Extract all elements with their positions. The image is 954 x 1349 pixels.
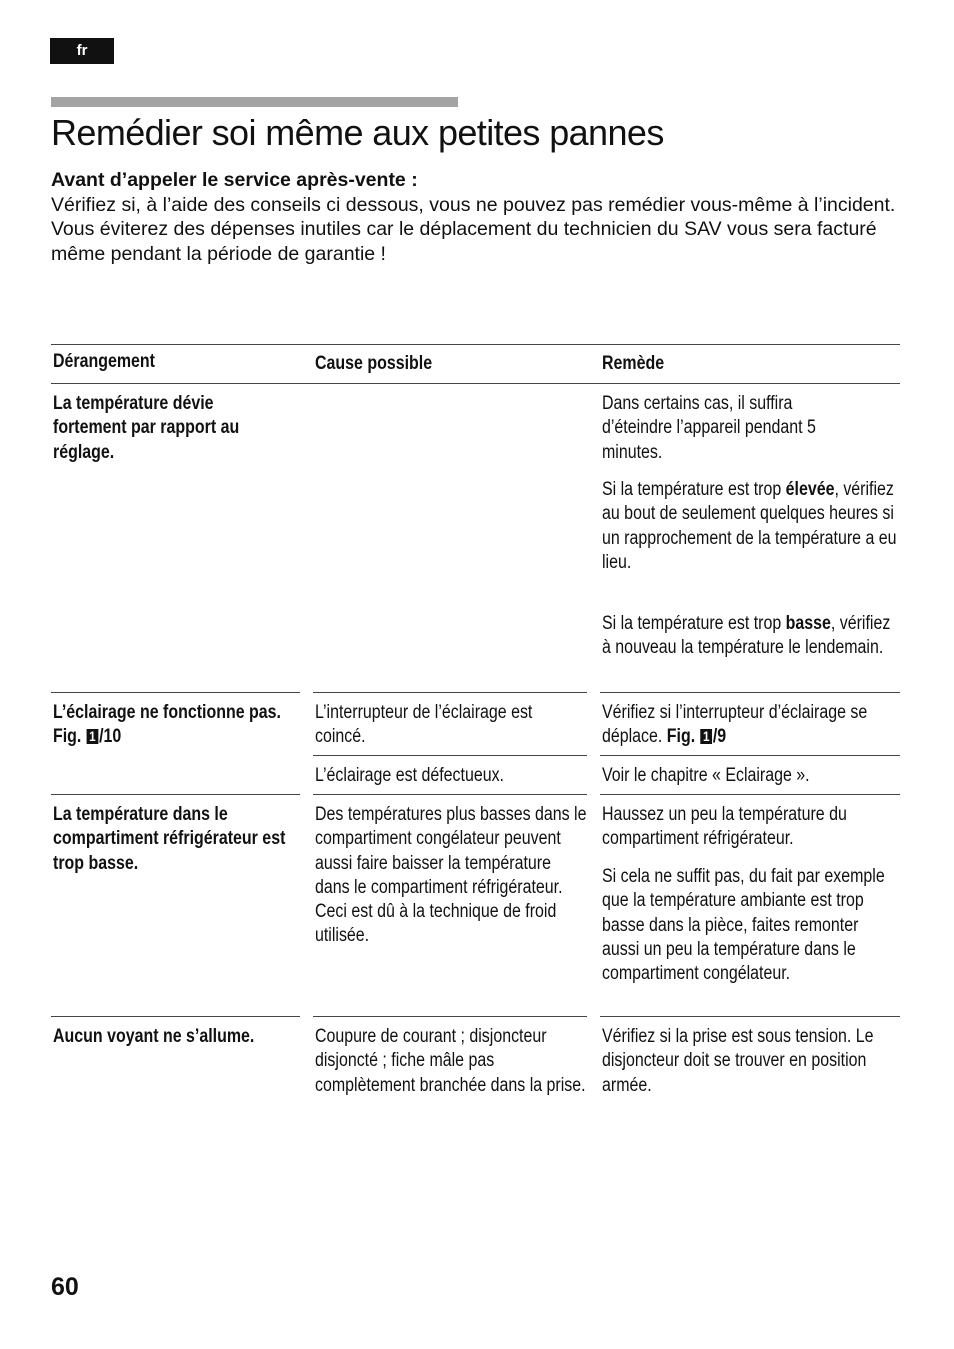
title-rule [51, 97, 458, 107]
intro-lead: Avant d’appeler le service après-vente : [51, 169, 418, 191]
row1-remedy-1: Dans certains cas, il suffira d’éteindre l’appareil pendant 5 minutes. [602, 393, 816, 463]
row-divider [313, 755, 587, 756]
row2-fault: L’éclairage ne fonctionne pas. Fig. 1 /10 [53, 702, 281, 748]
row1-remedy-3: Si la température est trop basse, vérifiez à nouveau la température le lendemain. [602, 613, 891, 659]
row-divider [313, 794, 587, 795]
table-top-rule [51, 344, 900, 345]
page-number: 60 [51, 1273, 79, 1301]
row1-fault: La température dévie fortement par rapport au réglage. [53, 393, 240, 463]
row2-remedy-1: Vérifiez si l’interrupteur d’éclairage se déplace. Fig. 1 /9 [602, 702, 868, 748]
row-divider [51, 1016, 300, 1017]
intro-paragraph-2: Vous éviterez des dépenses inutiles car le déplacement du technicien du SAV vous sera facturé même pendant la période de garantie ! [51, 218, 877, 265]
intro-paragraph-1: Vérifiez si, à l’aide des conseils ci dessous, vous ne pouvez pas remédier vous-même à l’incident. [51, 193, 896, 216]
row3-remedy-1: Haussez un peu la température du compartiment réfrigérateur. [602, 804, 847, 850]
row2-cause-2: L’éclairage est défectueux. [315, 765, 504, 786]
figure-marker-icon: 1 [700, 729, 712, 744]
table-header-rule [51, 383, 900, 384]
row-divider [313, 1016, 587, 1017]
row2-cause-1: L’interrupteur de l’éclairage est coincé. [315, 702, 533, 748]
row3-fault: La température dans le compartiment réfrigérateur est trop basse. [53, 804, 286, 874]
intro-section [51, 168, 911, 266]
row-divider [600, 1016, 900, 1017]
header-fault: Dérangement [53, 351, 155, 372]
row1-remedy-2: Si la température est trop élevée, vérifiez au bout de seulement quelques heures si un rapprochement de la température a eu lieu. [602, 479, 897, 573]
row-divider [313, 692, 587, 693]
page-title: Remédier soi même aux petites pannes [51, 112, 664, 153]
row2-remedy-2: Voir le chapitre « Eclairage ». [602, 765, 810, 786]
language-tab: fr [50, 38, 114, 64]
row4-fault: Aucun voyant ne s’allume. [53, 1026, 255, 1047]
row3-cause: Des températures plus basses dans le compartiment congélateur peuvent aussi faire baisser la température dans le compartiment réfrigérateur. Ceci est dû à la technique de froid utilisée. [315, 804, 587, 947]
row-divider [600, 692, 900, 693]
row-divider [51, 794, 300, 795]
header-remedy: Remède [602, 353, 665, 374]
row-divider [600, 755, 900, 756]
row3-remedy-2: Si cela ne suffit pas, du fait par exemple que la température ambiante est trop basse dans la pièce, faites remonter aussi un peu la température dans le compartiment congélateur. [602, 866, 885, 985]
row4-remedy: Vérifiez si la prise est sous tension. Le disjoncteur doit se trouver en position armée. [602, 1026, 874, 1096]
row4-cause: Coupure de courant ; disjoncteur disjoncté ; fiche mâle pas complètement branchée dans la prise. [315, 1026, 586, 1096]
row-divider [600, 794, 900, 795]
header-cause: Cause possible [315, 353, 433, 374]
figure-marker-icon: 1 [87, 729, 99, 744]
row-divider [51, 692, 300, 693]
